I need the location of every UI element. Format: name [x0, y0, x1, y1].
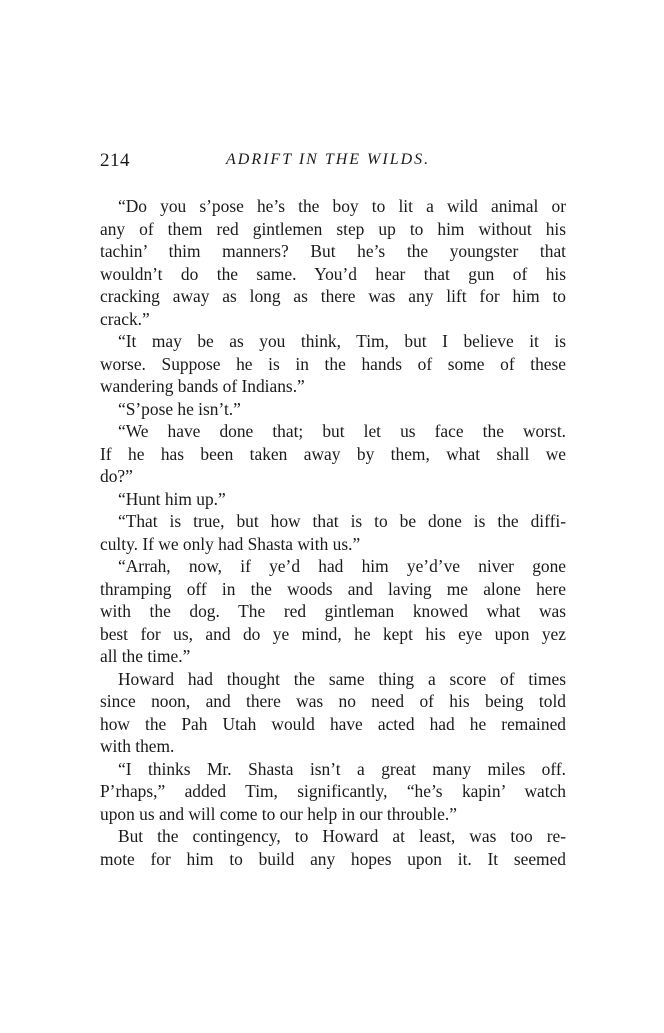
text-line: best for us, and do ye mind, he kept his eye upon yez: [100, 623, 566, 644]
text-line: any of them red gintlemen step up to him without his: [100, 218, 566, 239]
running-title: ADRIFT IN THE WILDS.: [226, 151, 431, 168]
text-line: “Hunt him up.”: [118, 488, 226, 509]
text-line: upon us and will come to our help in our throuble.”: [100, 803, 457, 824]
text-line: worse. Suppose he is in the hands of some of these: [100, 353, 566, 374]
page-number: 214: [100, 150, 130, 171]
text-line: thramping off in the woods and laving me alone here: [100, 578, 566, 599]
text-line: how the Pah Utah would have acted had he remained: [100, 713, 566, 734]
text-line: “Arrah, now, if ye’d had him ye’d’ve niver gone: [118, 556, 566, 576]
text-line: with them.: [100, 736, 175, 756]
text-line: tachin’ thim manners? But he’s the youngster that: [100, 241, 566, 261]
text-line: culty. If we only had Shasta with us.”: [100, 533, 361, 554]
text-line: all the time.”: [100, 646, 191, 666]
text-line: since noon, and there was no need of his being told: [100, 691, 566, 711]
text-line: do?”: [100, 466, 133, 486]
text-line: crack.”: [100, 308, 150, 329]
text-line: “It may be as you think, Tim, but I believe it is: [118, 331, 566, 351]
text-line: wouldn’t do the same. You’d hear that gun of his: [100, 263, 566, 284]
text-line: Howard had thought the same thing a score of times: [118, 668, 566, 689]
text-line: P’rhaps,” added Tim, significantly, “he’s kapin’ watch: [100, 781, 566, 801]
text-line: “I thinks Mr. Shasta isn’t a great many miles off.: [118, 758, 566, 779]
text-line: “That is true, but how that is to be done is the diffi-: [118, 511, 566, 531]
text-line: wandering bands of Indians.”: [100, 376, 305, 396]
body-text: [100, 195, 566, 870]
text-line: mote for him to build any hopes upon it. It seemed: [100, 848, 566, 869]
page-header: [100, 150, 566, 174]
text-line: “Do you s’pose he’s the boy to lit a wild animal or: [118, 196, 566, 216]
text-line: cracking away as long as there was any lift for him to: [100, 286, 566, 306]
text-line: But the contingency, to Howard at least, was too re-: [118, 826, 566, 846]
text-line: “S’pose he isn’t.”: [118, 398, 241, 419]
text-line: with the dog. The red gintleman knowed what was: [100, 601, 566, 621]
text-line: If he has been taken away by them, what shall we: [100, 443, 566, 464]
text-line: “We have done that; but let us face the worst.: [118, 421, 566, 441]
